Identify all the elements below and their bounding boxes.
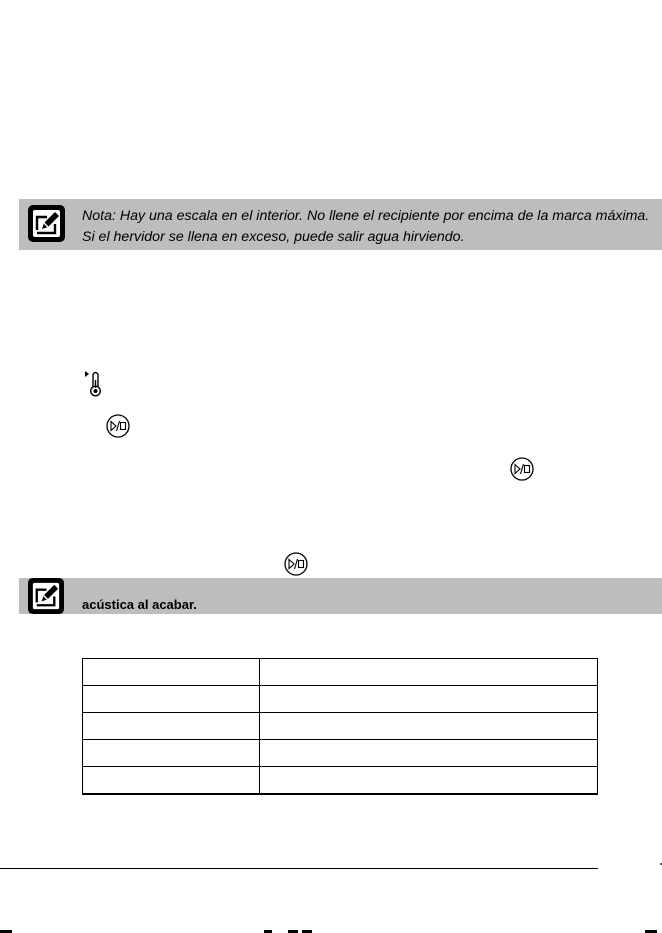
play-stop-icon — [284, 552, 308, 576]
note-text: Nota: Hay una escala en el interior. No llene el recipiente por encima de la marca máxima. Si el hervidor se llena en exceso, puede salir agua hirviendo. — [82, 208, 650, 245]
table-row — [83, 767, 598, 795]
table-cell — [260, 740, 598, 767]
note-box — [19, 199, 662, 250]
table-cell — [83, 713, 260, 740]
table-row — [83, 686, 598, 713]
table-row — [83, 740, 598, 767]
table-cell — [260, 686, 598, 713]
table-cell — [83, 686, 260, 713]
table-row — [83, 659, 598, 686]
table-cell — [260, 659, 598, 686]
table-cell — [83, 740, 260, 767]
note-text: acústica al acabar. — [82, 597, 197, 612]
clipped-footer-marks — [0, 929, 662, 933]
note-pencil-icon — [28, 205, 65, 242]
thermometer-icon — [85, 371, 105, 397]
play-stop-icon — [510, 457, 534, 481]
note-box — [19, 578, 662, 614]
footer-divider — [0, 868, 598, 869]
note-pencil-icon — [28, 578, 64, 614]
table-cell — [83, 659, 260, 686]
table-cell — [260, 767, 598, 795]
spec-table — [82, 658, 598, 795]
table-row — [83, 713, 598, 740]
play-stop-icon — [106, 414, 130, 438]
table-cell — [260, 713, 598, 740]
table-cell — [83, 767, 260, 795]
